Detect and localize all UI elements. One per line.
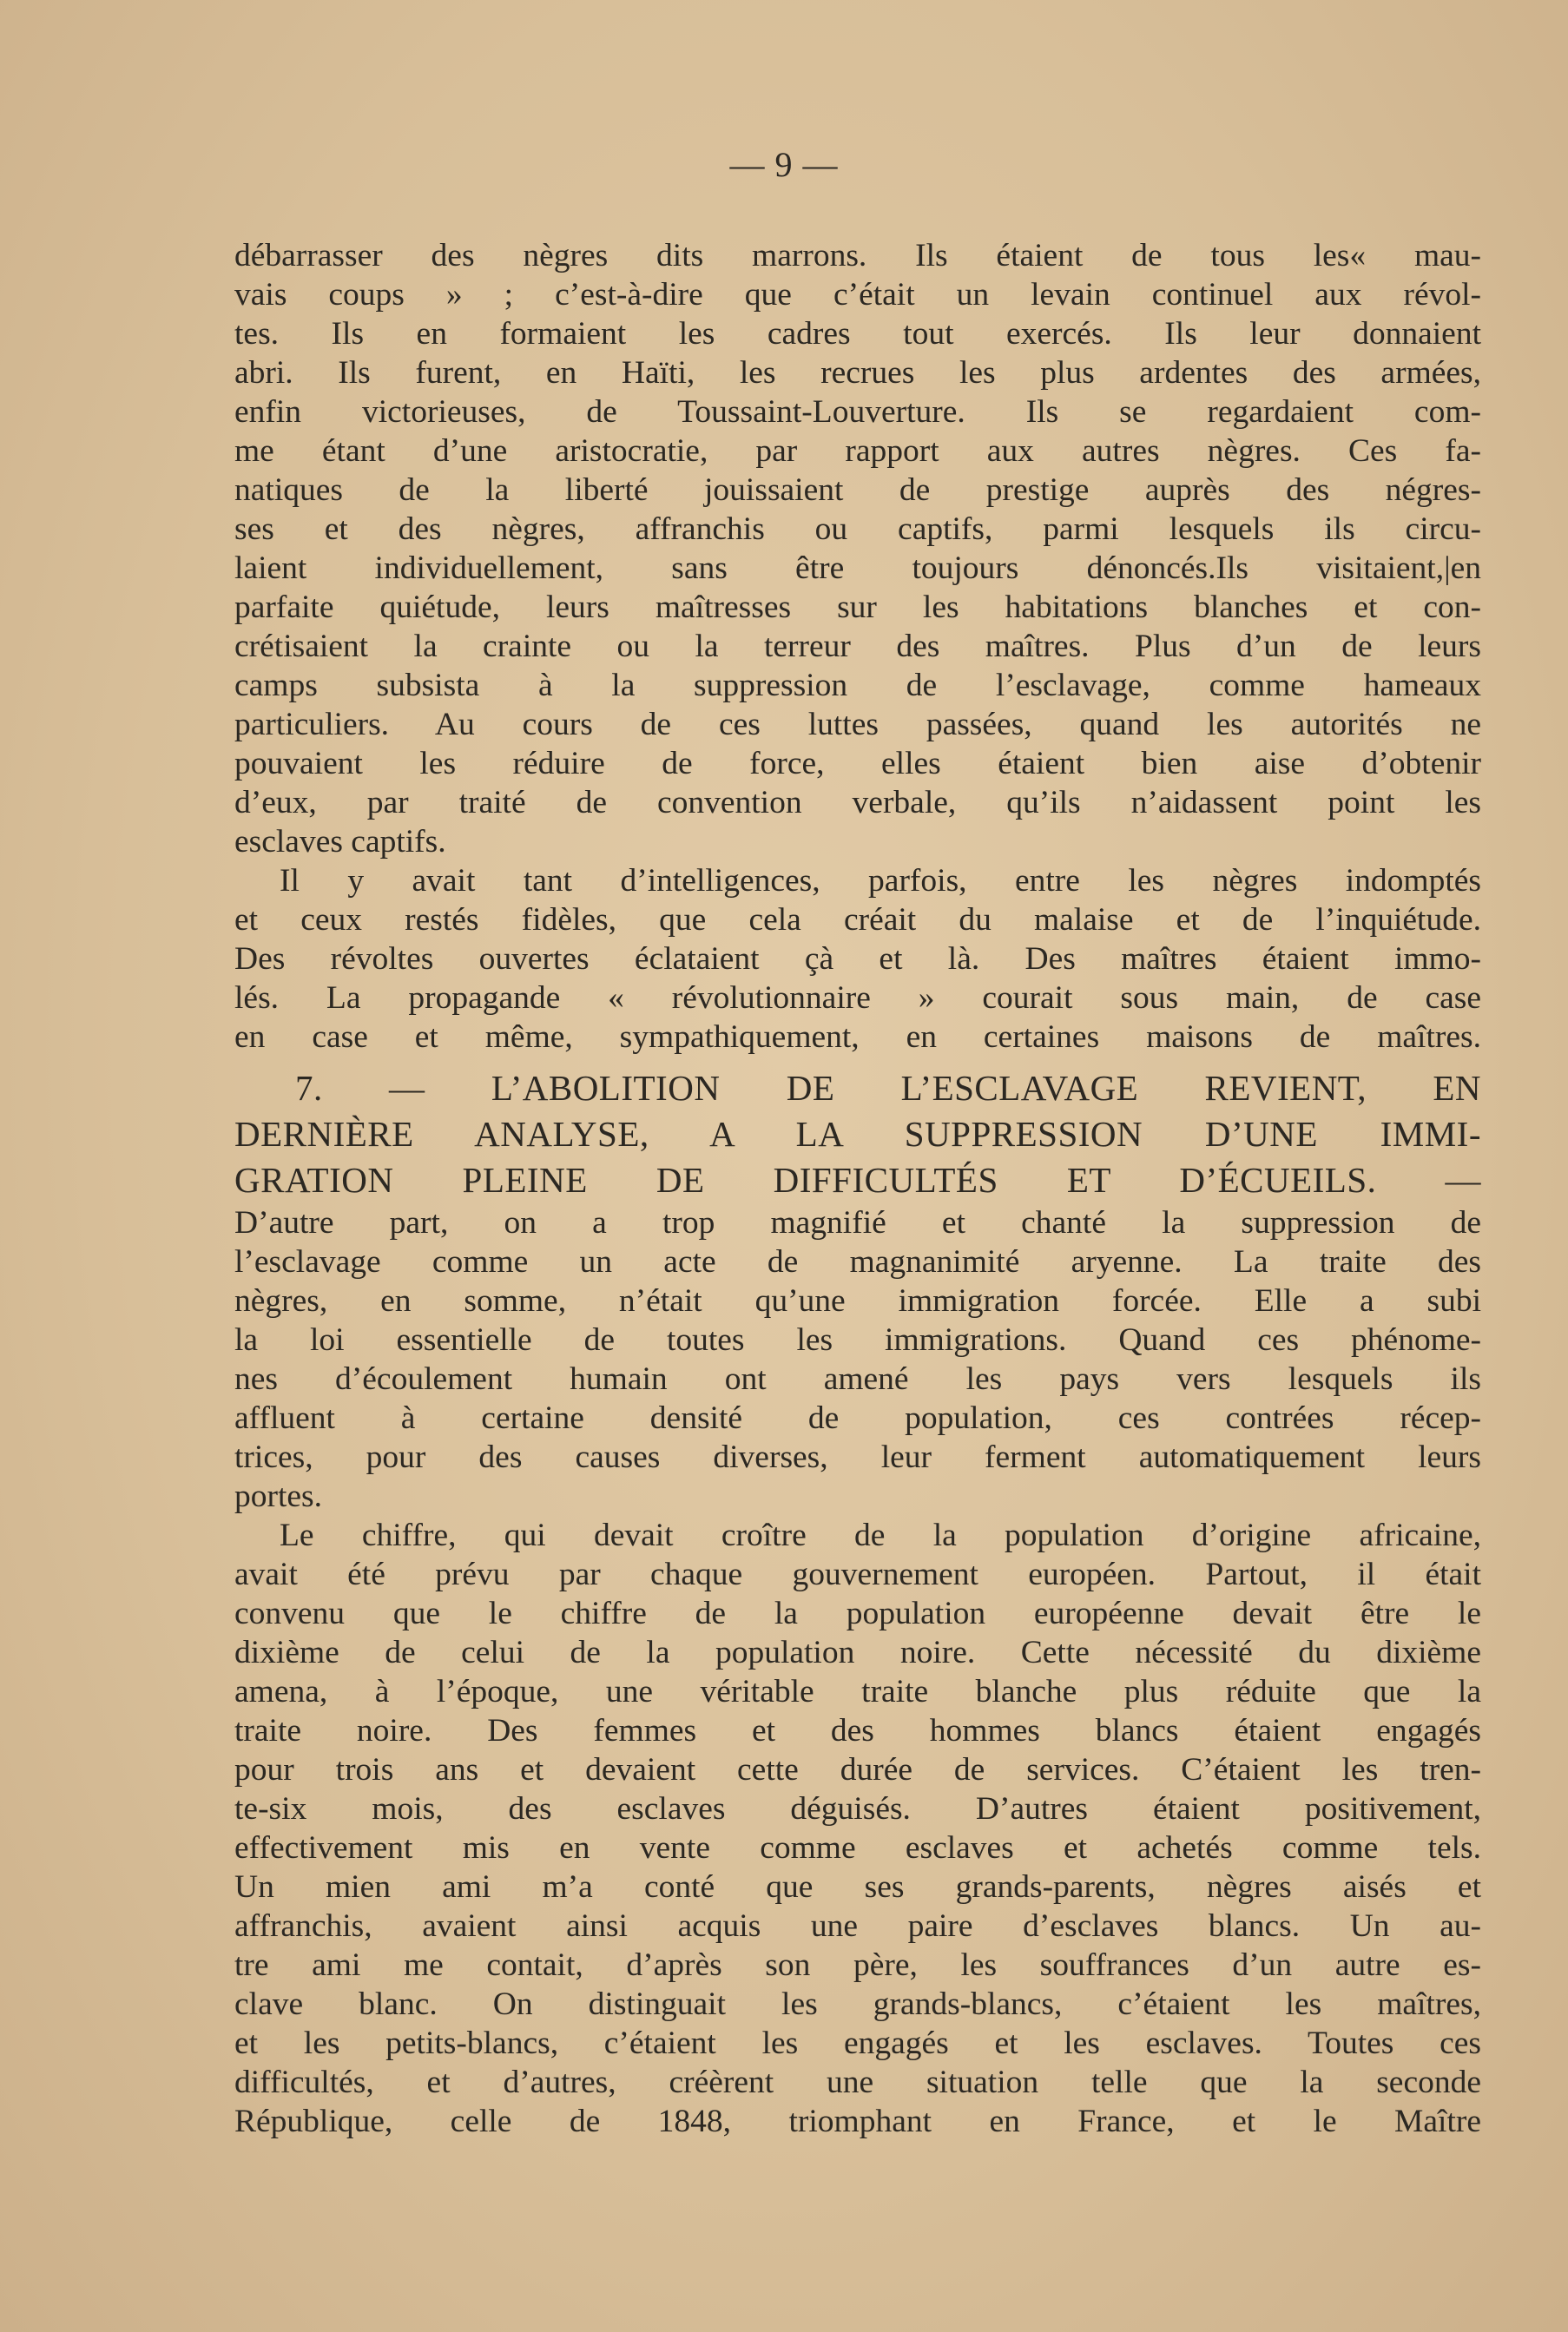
text-line: Un mien ami m’a conté que ses grands-parents, nègres aisés et <box>234 1869 1481 1905</box>
text-line: d’eux, par traité de convention verbale, qu’ils n’aidassent point les <box>234 785 1481 820</box>
text-line: République, celle de 1848, triomphant en France, et le Maître <box>234 2104 1481 2139</box>
text-line: convenu que le chiffre de la population européenne devait être le <box>234 1596 1481 1631</box>
text-line: vais coups » ; c’est-à-dire que c’était un levain continuel aux révol- <box>234 277 1481 313</box>
text-line: effectivement mis en vente comme esclaves et achetés comme tels. <box>234 1830 1481 1866</box>
text-line: crétisaient la crainte ou la terreur des maîtres. Plus d’un de leurs <box>234 629 1481 664</box>
text-line: nègres, en somme, n’était qu’une immigration forcée. Elle a subi <box>234 1283 1481 1319</box>
text-line: clave blanc. On distinguait les grands-blancs, c’étaient les maîtres, <box>234 1986 1481 2022</box>
text-line: traite noire. Des femmes et des hommes blancs étaient engagés <box>234 1713 1481 1749</box>
text-line: portes. <box>234 1479 323 1514</box>
text-line: D’autre part, on a trop magnifié et chanté la suppression de <box>234 1205 1481 1241</box>
text-line: lés. La propagande « révolutionnaire » courait sous main, de case <box>234 980 1481 1016</box>
text-line: amena, à l’époque, une véritable traite blanche plus réduite que la <box>234 1674 1481 1709</box>
text-line: enfin victorieuses, de Toussaint-Louverture. Ils se regardaient com- <box>234 394 1481 430</box>
text-line: dixième de celui de la population noire. Cette nécessité du dixième <box>234 1635 1481 1670</box>
text-line: parfaite quiétude, leurs maîtresses sur les habitations blanches et con- <box>234 590 1481 625</box>
text-column <box>234 236 1481 2141</box>
paragraph-2 <box>234 861 1481 1057</box>
text-line: abri. Ils furent, en Haïti, les recrues les plus ardentes des armées, <box>234 355 1481 391</box>
text-line: camps subsista à la suppression de l’esclavage, comme hameaux <box>234 668 1481 703</box>
text-line: trices, pour des causes diverses, leur ferment automatiquement leurs <box>234 1439 1481 1475</box>
text-line: me étant d’une aristocratie, par rapport aux autres nègres. Ces fa- <box>234 433 1481 469</box>
text-line: difficultés, et d’autres, créèrent une situation telle que la seconde <box>234 2065 1481 2100</box>
text-line: pour trois ans et devaient cette durée de services. C’étaient les tren- <box>234 1752 1481 1788</box>
text-line: natiques de la liberté jouissaient de prestige auprès des négres- <box>234 472 1481 508</box>
text-line: et les petits-blancs, c’étaient les engagés et les esclaves. Toutes ces <box>234 2026 1481 2061</box>
paragraph-3 <box>234 1203 1481 1516</box>
paragraph-4 <box>234 1516 1481 2141</box>
section-heading <box>234 1065 1481 1203</box>
text-line: affluent à certaine densité de population, ces contrées récep- <box>234 1400 1481 1436</box>
page-number: — 9 — <box>729 145 839 184</box>
heading-line: DERNIÈRE ANALYSE, A LA SUPPRESSION D’UNE IMMI- <box>234 1114 1481 1154</box>
text-line: Il y avait tant d’intelligences, parfois, entre les nègres indomptés <box>280 863 1481 899</box>
text-line: tes. Ils en formaient les cadres tout exercés. Ils leur donnaient <box>234 316 1481 352</box>
paragraph-1 <box>234 236 1481 861</box>
text-line: Le chiffre, qui devait croître de la population d’origine africaine, <box>280 1518 1481 1553</box>
text-line: particuliers. Au cours de ces luttes passées, quand les autorités ne <box>234 707 1481 742</box>
text-line: la loi essentielle de toutes les immigrations. Quand ces phénome- <box>234 1322 1481 1358</box>
text-line: nes d’écoulement humain ont amené les pays vers lesquels ils <box>234 1361 1481 1397</box>
text-line: esclaves captifs. <box>234 824 446 860</box>
text-line: te-six mois, des esclaves déguisés. D’autres étaient positivement, <box>234 1791 1481 1827</box>
text-line: laient individuellement, sans être toujours dénoncés.Ils visitaient,|en <box>234 550 1481 586</box>
text-line: affranchis, avaient ainsi acquis une paire d’esclaves blancs. Un au- <box>234 1908 1481 1944</box>
heading-line: 7. — L’ABOLITION DE L’ESCLAVAGE REVIENT, EN <box>295 1068 1481 1108</box>
text-line: débarrasser des nègres dits marrons. Ils étaient de tous les« mau- <box>234 238 1481 273</box>
text-line: tre ami me contait, d’après son père, les souffrances d’un autre es- <box>234 1947 1481 1983</box>
text-line: l’esclavage comme un acte de magnanimité aryenne. La traite des <box>234 1244 1481 1280</box>
text-line: avait été prévu par chaque gouvernement européen. Partout, il était <box>234 1557 1481 1592</box>
text-line: pouvaient les réduire de force, elles étaient bien aise d’obtenir <box>234 746 1481 781</box>
text-line: Des révoltes ouvertes éclataient çà et là. Des maîtres étaient immo- <box>234 941 1481 977</box>
heading-line: GRATION PLEINE DE DIFFICULTÉS ET D’ÉCUEILS. — <box>234 1160 1481 1200</box>
text-line: et ceux restés fidèles, que cela créait du malaise et de l’inquiétude. <box>234 902 1481 938</box>
text-line: ses et des nègres, affranchis ou captifs, parmi lesquels ils circu- <box>234 511 1481 547</box>
text-line: en case et même, sympathiquement, en certaines maisons de maîtres. <box>234 1019 1481 1055</box>
